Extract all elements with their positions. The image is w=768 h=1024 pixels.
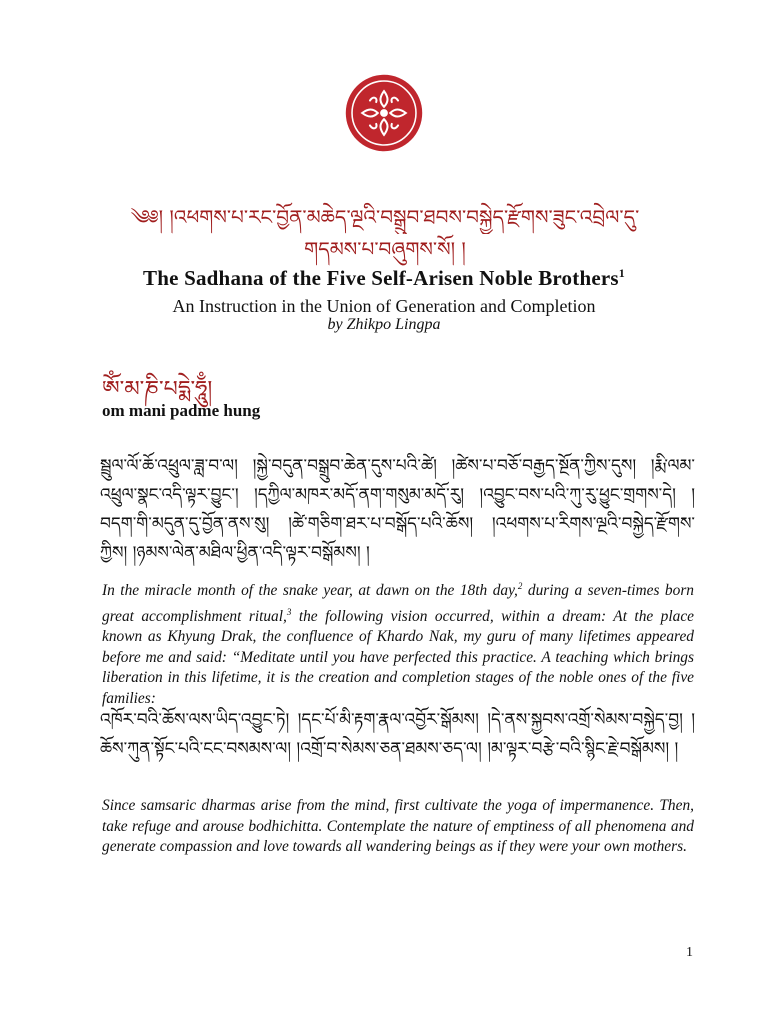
translation-1-part-2: during a seven-times born great accomplishment ritual, — [102, 582, 694, 625]
translation-1-part-1: In the miracle month of the snake year, at dawn on the 18th day, — [102, 582, 518, 600]
page-title — [60, 266, 708, 291]
footnote-ref-1: 1 — [618, 266, 625, 280]
tibetan-title-line-1: ༄༅། །འཕགས་པ་རང་བྱོན་མཆེད་ལྔའི་བསྒྲུབ་ཐབས་བསྐྱེད་རྫོགས་ཟུང་འབྲེལ་དུ་ — [130, 205, 640, 229]
subtitle: An Instruction in the Union of Generation and Completion — [172, 296, 596, 316]
footnote-ref-2: 2 — [517, 581, 523, 591]
vishvavajra-emblem-icon — [345, 74, 423, 152]
tibetan-verse-2: འཁོར་བའི་ཆོས་ལས་ཡིད་འབྱུང་ཏེ། །དང་པོ་མི་རྟག་རྣལ་འབྱོར་སྒོམས། །དེ་ནས་སྐྱབས་འགྲོ་སེམས་བསྐྱེད་བྱ། །ཆོས་ཀུན་སྟོང་པའི་ངང་བསམས་ལ། །འགྲོ་བ་སེམས་ཅན་ཐམས་ཅད་ལ། །མ་ལྟར་བརྩེ་བའི་སྙིང་རྗེ་བསྒོམས། ། — [100, 710, 695, 759]
tibetan-title-line-2: གདམས་པ་བཞུགས་སོ། ། — [304, 237, 466, 261]
page-number: 1 — [686, 945, 693, 960]
tibetan-verse-1: སྦྲུལ་ལོ་ཆོ་འཕྲུལ་ཟླ་བ་ལ། །སྐྱེ་བདུན་བསྒྲུབ་ཆེན་དུས་པའི་ཚེ། །ཚེས་པ་བཅོ་བརྒྱད་སྔོན་ཀྱིས་དུས། །རྨི་ལམ་འཕྲུལ་སྣང་འདི་ལྟར་བྱུང་། །དཀྱིལ་མཁར་མདོ་ནག་གསུམ་མདོ་རུ། །འབྱུང་བས་པའི་ཀུ་རུ་ཕྱུང་གྲགས་དེ། །བདག་གི་མདུན་དུ་བྱོན་ནས་སུ། །ཚེ་གཅིག་ཐར་པ་བསྒོད་པའི་ཆོས། །འཕགས་པ་རིགས་ལྔའི་བསྐྱེད་རྫོགས་ཀྱིས། །ཉམས་ལེན་མཐིལ་ཕྱིན་འདི་ལྟར་བསྒོམས། ། — [100, 456, 695, 563]
translation-paragraph-2: Since samsaric dharmas arise from the mind, first cultivate the yoga of impermanence. Then, take refuge and arouse bodhichitta. Contemplate the nature of emptiness of all phenomena and generate compassion and love towards all wandering beings as if they were your own mothers. — [102, 797, 694, 855]
footnote-ref-3: 3 — [286, 606, 292, 617]
translation-paragraph-1 — [102, 576, 694, 709]
author-line: by Zhikpo Lingpa — [327, 316, 441, 333]
mantra-roman: om mani padme hung — [102, 401, 261, 420]
translation-1-part-3: the following vision occurred, within a dream: At the place known as Khyung Drak, the confluence of Khardo Nak, my guru of many lifetimes appeared before me and said: “Meditate until you have perfected this practice. A teaching which brings liberation in this lifetime, it is the creation and completion stages of the noble ones of the five families: — [102, 607, 694, 707]
page-title-text: The Sadhana of the Five Self-Arisen Noble Brothers — [143, 266, 619, 290]
mantra-tibetan: ཨོཾ་མ་ཎི་པདྨེ་ཧཱུྃ། — [102, 377, 213, 402]
